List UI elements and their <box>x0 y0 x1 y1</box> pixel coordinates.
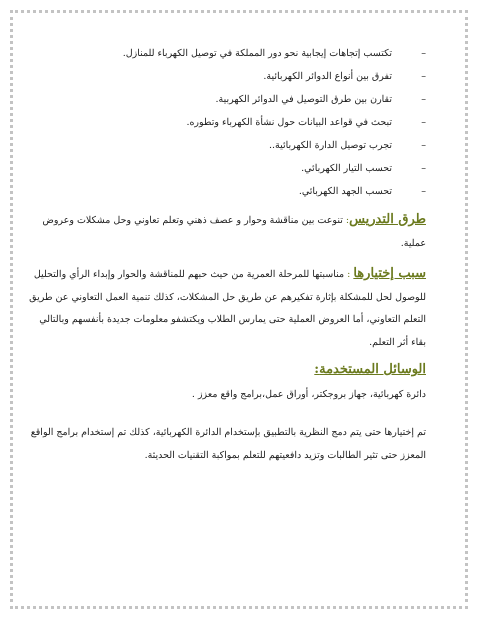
bullet-dash: – <box>421 117 426 128</box>
objective-item <box>28 48 426 60</box>
tools-list: دائرة كهربائية، جهاز بروجكتر، أوراق عمل،برامج واقع معزز . <box>191 389 426 400</box>
objective-text: تقارن بين طرق التوصيل في الدوائر الكهربية. <box>215 94 392 105</box>
objective-text: تحسب الجهد الكهربائي. <box>298 186 392 197</box>
bullet-dash: – <box>421 71 426 82</box>
teaching-methods-text: تنوعت بين مناقشة وحوار و عصف ذهني وتعلم تعاوني وحل مشكلات وعروض عملية. <box>42 215 426 249</box>
objective-item <box>28 163 426 175</box>
objective-text: تكتسب إتجاهات إيجابية نحو دور المملكة في توصيل الكهرباء للمنازل. <box>122 48 392 59</box>
tools-explanation: تم إختيارها حتى يتم دمج النظرية بالتطبيق بإستخدام الدائرة الكهربائية، كذلك تم إستخدام برامج الواقع المعزز حتى تثير الطالبات وتزيد دافعيتهم للتعلم بمواكبة التقنيات الحديثة. <box>30 427 426 461</box>
teaching-methods-heading: طرق التدريس <box>349 212 426 227</box>
objective-item <box>28 140 426 152</box>
bullet-dash: – <box>421 186 426 197</box>
tools-heading-wrap <box>28 362 426 377</box>
reason-paragraph <box>28 263 426 354</box>
objective-text: تجرب توصيل الدارة الكهربائية.. <box>268 140 392 151</box>
objective-item <box>28 186 426 198</box>
reason-text: مناسبتها للمرحلة العمرية من حيث حبهم للمناقشة والحوار وإبداء الرأي والتحليل للوصول لحل للمشكلة بإثارة تفكيرهم عن طريق حل المشكلات، كذلك تنمية العمل التعاوني عن طريق التعلم التعاوني، أما العروض العملية حتى يمارس الطلاب ويكتشفو معلومات جديدة بأنفسهم وبالتالي بقاء أثر التعلم. <box>29 269 426 348</box>
objectives-list <box>28 48 426 198</box>
reason-heading: سبب إختيارها <box>353 266 426 281</box>
tools-separator: : <box>314 362 320 377</box>
objective-text: تحسب التيار الكهربائي. <box>301 163 392 174</box>
objective-item <box>28 117 426 129</box>
objective-text: تبحث في قواعد البيانات حول نشأة الكهرباء وتطوره. <box>186 117 392 128</box>
teaching-methods-separator: : <box>345 215 350 226</box>
reason-separator: : <box>347 269 351 280</box>
teaching-methods-paragraph <box>28 209 426 255</box>
bullet-dash: – <box>421 140 426 151</box>
document-body <box>28 48 426 467</box>
tools-section <box>28 362 426 467</box>
tools-heading: الوسائل المستخدمة <box>319 362 426 377</box>
objective-item <box>28 94 426 106</box>
objective-item <box>28 71 426 83</box>
objective-text: تفرق بين أنواع الدوائر الكهربائية. <box>263 71 392 82</box>
bullet-dash: – <box>421 48 426 59</box>
bullet-dash: – <box>421 94 426 105</box>
bullet-dash: – <box>421 163 426 174</box>
